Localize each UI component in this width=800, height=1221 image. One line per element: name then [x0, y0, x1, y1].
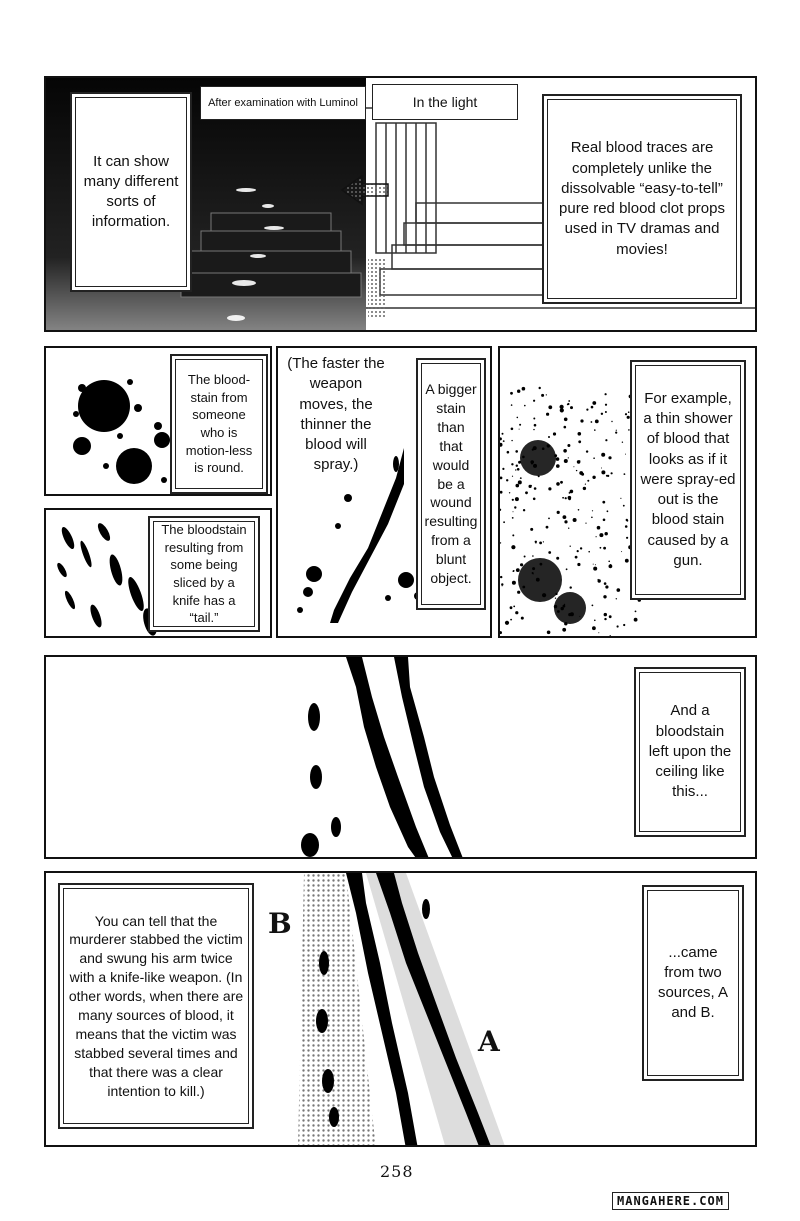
- spray-speck: [501, 583, 503, 585]
- spray-speck: [500, 542, 501, 543]
- spray-speck: [519, 429, 520, 430]
- spray-speck: [611, 421, 612, 422]
- spray-speck: [522, 387, 526, 391]
- spray-speck: [567, 404, 568, 405]
- spray-speck: [596, 536, 597, 537]
- spray-speck: [570, 586, 572, 588]
- spray-speck: [561, 607, 564, 610]
- spray-speck: [594, 620, 596, 622]
- spray-speck: [516, 484, 520, 488]
- label-a: A: [478, 1025, 500, 1058]
- spray-speck: [603, 519, 606, 522]
- spray-speck: [586, 450, 588, 452]
- spray-speck: [579, 616, 580, 617]
- spray-speck: [617, 588, 621, 592]
- spray-speck: [520, 563, 523, 566]
- spray-speck: [542, 447, 545, 450]
- spray-speck: [570, 490, 574, 494]
- spray-speck: [511, 428, 514, 431]
- spray-speck: [609, 564, 613, 568]
- spray-speck: [514, 506, 516, 508]
- spray-speck: [591, 406, 594, 409]
- spray-speck: [512, 581, 516, 585]
- blunt-object-box: A bigger stain than that would be a wound resulting from a blunt object.: [416, 358, 486, 610]
- spray-speck: [542, 593, 546, 597]
- spray-speck: [533, 464, 537, 468]
- spray-speck: [531, 485, 532, 486]
- two-sources-box: ...came from two sources, A and B.: [642, 885, 744, 1081]
- spray-speck: [583, 487, 586, 490]
- spray-speck: [512, 517, 514, 519]
- spray-speck: [525, 491, 528, 494]
- real-blood-box: Real blood traces are completely unlike the dissolvable “easy-to-tell” pure red blood clot props used in TV dramas and movies!: [542, 94, 742, 304]
- spray-speck: [503, 521, 505, 523]
- spray-speck: [502, 468, 504, 470]
- spray-speck: [604, 582, 607, 585]
- knife-stain-box: The bloodstain resulting from some being sliced by a knife has a “tail.”: [148, 516, 260, 632]
- spray-speck: [567, 444, 570, 447]
- spray-speck: [524, 556, 526, 558]
- spray-speck: [591, 421, 593, 423]
- spray-speck: [534, 487, 537, 490]
- spray-speck: [543, 541, 544, 542]
- spray-speck: [568, 457, 569, 458]
- spray-speck: [609, 615, 612, 618]
- spray-speck: [560, 481, 563, 484]
- spray-speck: [516, 568, 520, 572]
- spray-speck: [533, 498, 536, 501]
- spray-speck: [601, 468, 602, 469]
- spray-speck: [592, 626, 596, 630]
- spray-speck: [562, 628, 566, 632]
- spray-speck: [513, 606, 515, 608]
- spray-speck: [598, 579, 601, 582]
- spray-speck: [530, 528, 533, 531]
- spray-speck: [634, 618, 638, 622]
- spray-speck: [515, 611, 518, 614]
- spray-speck: [597, 526, 601, 530]
- spray-speck: [578, 440, 581, 443]
- spray-speck: [509, 492, 510, 493]
- spray-speck: [568, 528, 569, 529]
- spray-speck: [605, 532, 608, 535]
- spray-speck: [517, 468, 520, 471]
- spray-speck: [605, 411, 607, 413]
- spray-speck: [547, 444, 550, 447]
- spray-speck: [538, 475, 540, 477]
- spray-speck: [512, 534, 514, 536]
- spray-speck: [502, 433, 504, 435]
- spray-speck: [592, 476, 595, 479]
- spray-speck: [621, 551, 622, 552]
- spray-speck: [580, 419, 583, 422]
- spray-speck: [539, 542, 542, 545]
- spray-speck: [536, 578, 540, 582]
- spray-speck: [519, 424, 521, 426]
- spray-speck: [600, 547, 602, 549]
- spray-speck: [532, 567, 535, 570]
- spray-speck: [575, 556, 578, 559]
- spray-speck: [605, 393, 607, 395]
- spray-speck: [625, 525, 628, 528]
- spray-speck: [546, 394, 547, 395]
- spray-speck: [598, 632, 599, 633]
- spray-speck: [507, 451, 510, 454]
- spray-speck: [585, 484, 586, 485]
- spray-speck: [615, 432, 617, 434]
- spray-speck: [603, 547, 606, 550]
- spray-speck: [517, 390, 520, 393]
- spray-speck: [592, 605, 594, 607]
- spray-speck: [516, 465, 518, 467]
- spray-speck: [548, 436, 550, 438]
- watermark: MANGAHERE.COM: [612, 1192, 729, 1210]
- spray-speck: [548, 487, 551, 490]
- spray-speck: [568, 400, 570, 402]
- spray-speck: [532, 555, 534, 557]
- spray-speck: [573, 466, 574, 467]
- spray-speck: [539, 387, 541, 389]
- panel-gun-spray: [498, 346, 757, 638]
- spray-speck: [533, 400, 535, 402]
- label-b: B: [268, 907, 292, 940]
- spray-speck: [548, 405, 552, 409]
- spray-speck: [601, 470, 605, 474]
- spray-speck: [513, 570, 515, 572]
- spray-speck: [546, 413, 549, 416]
- panel-two-sources: [44, 871, 757, 1147]
- spray-speck: [520, 477, 522, 479]
- spray-speck: [546, 526, 549, 529]
- spray-speck: [624, 473, 626, 475]
- spray-speck: [511, 545, 515, 549]
- spray-speck: [515, 497, 519, 501]
- spray-speck: [533, 418, 535, 420]
- spray-speck: [595, 420, 599, 424]
- luminol-info-box: It can show many different sorts of information.: [70, 92, 192, 292]
- spray-speck: [557, 511, 560, 514]
- spray-speck: [563, 515, 567, 519]
- spray-speck: [568, 497, 571, 500]
- spray-speck: [531, 462, 533, 464]
- spray-speck: [511, 440, 512, 441]
- spray-speck: [585, 523, 586, 524]
- spray-speck: [564, 418, 568, 422]
- spray-speck: [521, 617, 524, 620]
- spray-speck: [510, 606, 513, 609]
- spray-speck: [533, 429, 534, 430]
- spray-speck: [593, 564, 594, 565]
- spray-speck: [535, 542, 536, 543]
- spray-speck: [510, 392, 513, 395]
- spray-speck: [503, 440, 505, 442]
- spray-speck: [532, 572, 534, 574]
- spray-speck: [560, 405, 564, 409]
- speed-note: (The faster the weapon moves, the thinner the blood will spray.): [287, 355, 385, 474]
- spray-speck: [625, 559, 629, 563]
- spray-speck: [512, 476, 513, 477]
- spray-speck: [564, 426, 567, 429]
- spray-speck: [500, 631, 502, 634]
- spray-speck: [573, 518, 577, 522]
- spray-speck: [512, 499, 514, 501]
- spray-speck: [541, 394, 544, 397]
- spray-speck: [555, 598, 556, 599]
- spray-speck: [532, 449, 534, 451]
- spray-speck: [548, 518, 550, 520]
- spray-speck: [623, 505, 625, 507]
- spray-speck: [518, 461, 521, 464]
- spray-speck: [603, 595, 606, 598]
- spray-speck: [505, 621, 509, 625]
- spray-speck: [565, 497, 567, 499]
- page-number: 258: [380, 1162, 414, 1181]
- spray-speck: [616, 598, 617, 599]
- spray-speck: [587, 480, 589, 482]
- spray-speck: [594, 429, 596, 431]
- murder-explanation-box: You can tell that the murderer stabbed the victim and swung his arm twice with a knife-like weapon. (In other words, when there are many sources of blood, it means that the victim was stabbed several times and that there was a clear intention to kill.): [58, 883, 254, 1129]
- spray-speck: [556, 557, 559, 560]
- spray-speck: [627, 520, 629, 522]
- spray-speck: [601, 453, 605, 457]
- spray-speck: [570, 546, 571, 547]
- spray-speck: [580, 547, 582, 549]
- spray-speck: [540, 563, 543, 566]
- spray-speck: [515, 469, 516, 470]
- spray-speck: [547, 631, 551, 635]
- light-caption: In the light: [372, 84, 518, 120]
- spray-speck: [500, 576, 502, 578]
- spray-speck: [556, 482, 560, 486]
- spray-speck: [517, 591, 520, 594]
- spray-speck: [602, 501, 605, 504]
- spray-speck: [500, 477, 502, 480]
- spray-speck: [500, 509, 501, 511]
- spray-speck: [522, 456, 525, 459]
- panel-knife-stain: [44, 508, 272, 638]
- spray-speck: [593, 567, 597, 571]
- spray-speck: [570, 612, 574, 616]
- spray-speck: [601, 413, 603, 415]
- panel-round-stain: [44, 346, 272, 496]
- spray-speck: [515, 450, 518, 453]
- spray-speck: [578, 432, 582, 436]
- spray-speck: [513, 511, 514, 512]
- spray-speck: [564, 520, 567, 523]
- spray-speck: [607, 510, 609, 512]
- spray-speck: [564, 604, 565, 605]
- gun-spray-box: For example, a thin shower of blood that looks as if it were spray-ed out is the blood stain caused by a gun.: [630, 360, 746, 600]
- spray-speck: [593, 457, 595, 459]
- spray-speck: [625, 413, 627, 415]
- spray-speck: [605, 404, 607, 406]
- spray-speck: [556, 457, 560, 461]
- spray-speck: [523, 509, 525, 511]
- spray-speck: [617, 625, 619, 627]
- spray-speck: [623, 624, 625, 626]
- spray-speck: [506, 479, 508, 481]
- spray-speck: [576, 470, 577, 471]
- round-stain-box: The blood-stain from someone who is motion-less is round.: [170, 354, 268, 494]
- spray-speck: [553, 432, 556, 435]
- spray-speck: [579, 460, 580, 461]
- spray-speck: [566, 568, 568, 570]
- spray-speck: [517, 417, 519, 419]
- panel-spray-speed: [276, 346, 492, 638]
- spray-speck: [608, 561, 610, 563]
- spray-speck: [556, 464, 560, 468]
- spray-speck: [500, 437, 502, 440]
- spray-speck: [511, 404, 513, 406]
- spray-speck: [524, 405, 526, 407]
- spray-speck: [605, 585, 608, 588]
- panel-ceiling-stain: [44, 655, 757, 859]
- spray-speck: [608, 456, 611, 459]
- spray-speck: [611, 472, 613, 474]
- spray-speck: [605, 439, 607, 441]
- spray-speck: [604, 618, 606, 620]
- spray-speck: [522, 586, 525, 589]
- spray-speck: [557, 610, 560, 613]
- spray-speck: [588, 551, 590, 553]
- spray-speck: [511, 463, 513, 465]
- spray-speck: [500, 491, 503, 494]
- spray-speck: [599, 533, 603, 537]
- luminol-caption: After examination with Luminol: [200, 86, 366, 120]
- spray-speck: [577, 550, 579, 552]
- spray-speck: [534, 424, 537, 427]
- spray-speck: [579, 471, 583, 475]
- spray-speck: [635, 611, 637, 613]
- panel-luminol: [44, 76, 757, 332]
- spray-speck: [548, 551, 551, 554]
- spray-speck: [620, 498, 621, 499]
- spray-speck: [606, 475, 608, 477]
- spray-speck: [604, 613, 607, 616]
- spray-speck: [564, 459, 568, 463]
- spray-speck: [625, 454, 626, 455]
- spray-speck: [500, 443, 503, 447]
- spray-speck: [586, 409, 588, 411]
- spray-speck: [570, 406, 573, 409]
- spray-speck: [592, 510, 593, 511]
- spray-speck: [518, 480, 522, 484]
- spray-speck: [554, 454, 557, 457]
- spray-speck: [622, 442, 623, 443]
- spray-speck: [577, 563, 580, 566]
- spray-speck: [595, 564, 596, 565]
- spray-speck: [555, 593, 557, 595]
- spray-speck: [563, 449, 567, 453]
- spray-speck: [610, 635, 611, 636]
- ceiling-stain-box: And a bloodstain left upon the ceiling like this...: [634, 667, 746, 837]
- spray-speck: [510, 619, 512, 621]
- spray-speck: [592, 401, 596, 405]
- spray-speck: [626, 537, 628, 539]
- spray-speck: [578, 509, 580, 511]
- spray-speck: [562, 497, 564, 499]
- spray-speck: [564, 622, 567, 625]
- spray-speck: [502, 585, 503, 586]
- spray-speck: [591, 517, 593, 519]
- spray-speck: [554, 605, 557, 608]
- spray-speck: [616, 430, 617, 431]
